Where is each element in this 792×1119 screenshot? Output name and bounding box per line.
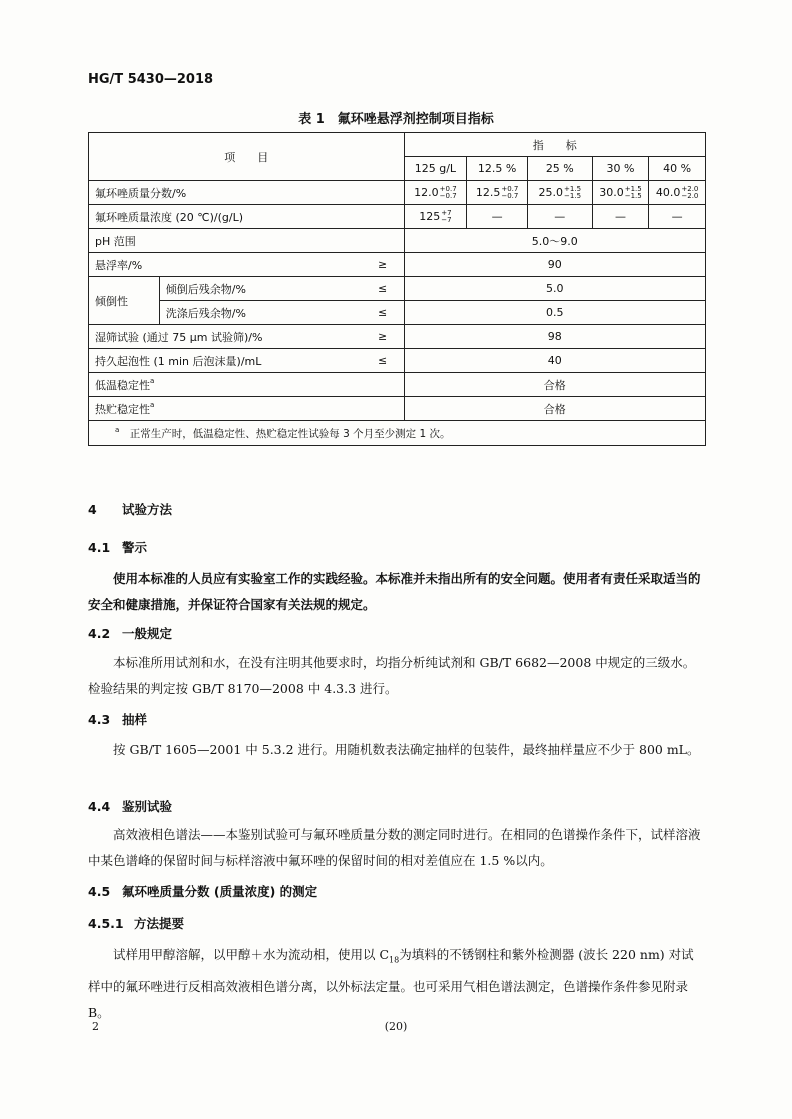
row-label: 倾倒性 [89, 277, 160, 325]
value-cell: 25.0+1.5 −1.5 [527, 181, 592, 205]
comparator: ≤ [362, 277, 404, 301]
table-row [89, 205, 706, 229]
row-label: 热贮稳定性$^a$ [89, 397, 405, 421]
sub-row-label: 倾倒后残余物/% [159, 277, 361, 301]
row-label: 氟环唑质量浓度 (20 ℃)/(g/L) [89, 205, 405, 229]
sub-row-label: 洗涤后残余物/% [159, 301, 361, 325]
table-title: 表 1 氟环唑悬浮剂控制项目指标 [298, 112, 494, 127]
spec-table [88, 132, 706, 446]
value-cell: 90 [404, 253, 705, 277]
dash-cell: — [649, 205, 706, 229]
dash-cell: — [527, 205, 592, 229]
row-label: pH 范围 [89, 229, 405, 253]
comparator: ≤ [362, 349, 404, 373]
value-cell: 125+7 −7 [404, 205, 467, 229]
value-cell: 98 [404, 325, 705, 349]
section-body: 按 GB/T 1605—2001 中 5.3.2 进行。用随机数表法确定抽样的包装件，最终抽样量应不少于 800 mL。 [113, 742, 700, 757]
table-row [89, 373, 706, 397]
value-cell: 合格 [404, 397, 705, 421]
page-sequence: (20) [384, 1020, 408, 1033]
section-body: 本标准所用试剂和水，在没有注明其他要求时，均指分析纯试剂和 GB/T 6682—2008 中规定的三级水。检验结果的判定按 GB/T 8170—2008 中 4.3.3 进行。 [88, 655, 696, 696]
table-row [89, 349, 706, 373]
table-row [89, 229, 706, 253]
section-body: 使用本标准的人员应有实验室工作的实践经验。本标准并未指出所有的安全问题。使用者有责任采取适当的安全和健康措施，并保证符合国家有关法规的规定。 [88, 571, 701, 612]
section-heading: 4.5.1 方法提要 [88, 916, 185, 931]
spec-cell: 30 % [592, 157, 649, 181]
comparator: ≥ [362, 253, 404, 277]
section-heading: 4.5 氟环唑质量分数 (质量浓度) 的测定 [88, 884, 318, 899]
comparator: ≥ [362, 325, 404, 349]
spec-cell: 12.5 % [467, 157, 528, 181]
section-heading: 4.3 抽样 [88, 712, 148, 727]
page-number: 2 [92, 1020, 99, 1033]
section-body: 高效液相色谱法——本鉴别试验可与氟环唑质量分数的测定同时进行。在相同的色谱操作条件下，试样溶液中某色谱峰的保留时间与标样溶液中氟环唑的保留时间的相对差值应在 1.5 %以内。 [88, 827, 701, 868]
value-cell: 0.5 [404, 301, 705, 325]
table-row [89, 181, 706, 205]
table-row [89, 325, 706, 349]
section-heading: 4.1 警示 [88, 540, 148, 555]
table-row [89, 301, 706, 325]
comparator: ≤ [362, 301, 404, 325]
row-label: 湿筛试验 (通过 75 μm 试验筛)/% [89, 325, 362, 349]
section-body: 试样用甲醇溶解，以甲醇＋水为流动相，使用以 $C_{18}$为填料的不锈钢柱和紫外检测器 (波长 220 nm) 对试样中的氟环唑进行反相高效液相色谱分离，以外标法定量。也可采用气相色谱法测定，色谱操作条件参见附录 B。 [88, 947, 694, 1020]
row-label: 氟环唑质量分数/% [89, 181, 405, 205]
section-heading: 4.2 一般规定 [88, 626, 173, 641]
header-item: 项 目 [89, 133, 405, 181]
table-row [89, 397, 706, 421]
table-note: $^a$ 正常生产时，低温稳定性、热贮稳定性试验每 3 个月至少测定 1 次。 [89, 421, 706, 446]
value-cell: 40.0+2.0 −2.0 [649, 181, 706, 205]
section-heading: 4.4 鉴别试验 [88, 799, 173, 814]
table-row [89, 253, 706, 277]
spec-cell: 40 % [649, 157, 706, 181]
row-label: 低温稳定性$^a$ [89, 373, 405, 397]
table-row [89, 277, 706, 301]
value-cell: 5.0～9.0 [404, 229, 705, 253]
value-cell: 40 [404, 349, 705, 373]
row-label: 持久起泡性 (1 min 后泡沫量)/mL [89, 349, 362, 373]
spec-cell: 125 g/L [404, 157, 467, 181]
table-header-row [89, 133, 706, 157]
spec-cell: 25 % [527, 157, 592, 181]
row-label: 悬浮率/% [89, 253, 362, 277]
value-cell: 12.5+0.7 −0.7 [467, 181, 528, 205]
value-cell: 30.0+1.5 −1.5 [592, 181, 649, 205]
value-cell: 合格 [404, 373, 705, 397]
header-index: 指 标 [404, 133, 705, 157]
section-heading: 4 试验方法 [88, 502, 173, 517]
table-note-row [89, 421, 706, 446]
value-cell: 12.0+0.7 −0.7 [404, 181, 467, 205]
dash-cell: — [592, 205, 649, 229]
standard-number: HG/T 5430—2018 [88, 72, 214, 87]
dash-cell: — [467, 205, 528, 229]
value-cell: 5.0 [404, 277, 705, 301]
